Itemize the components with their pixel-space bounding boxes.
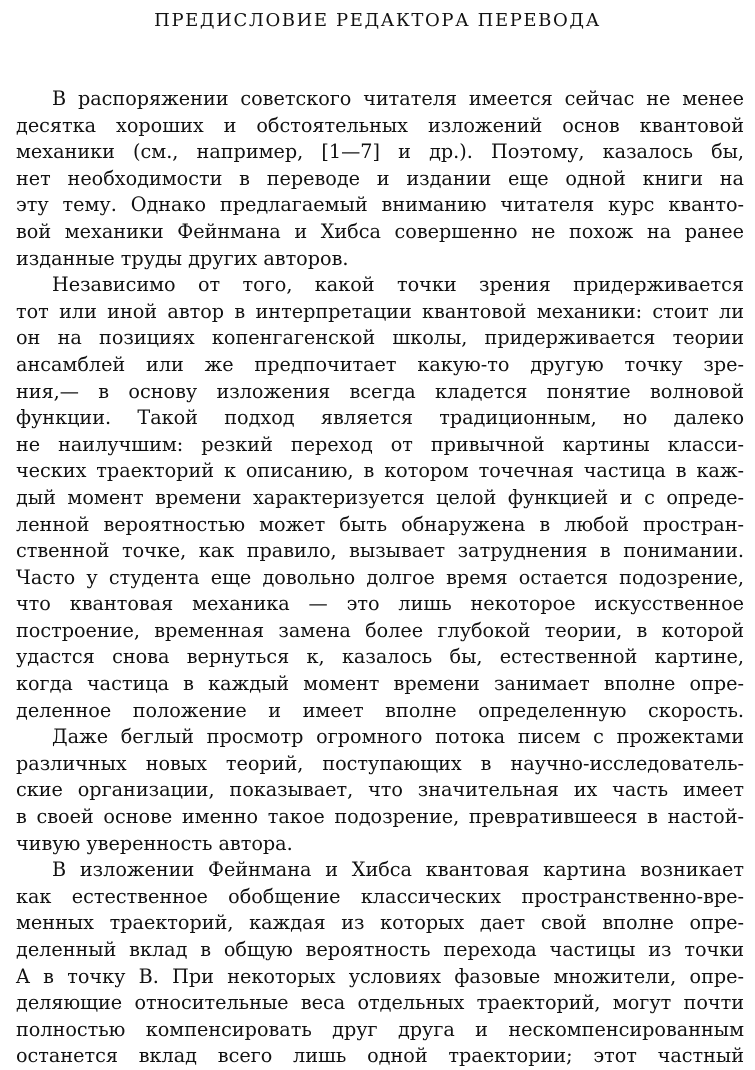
- text-line: функции. Такой подход является традиционным, но далеко: [16, 406, 744, 430]
- text-line: Даже беглый просмотр огромного потока писем с прожектами: [52, 725, 744, 749]
- text-line: ственной точке, как правило, вызывает затруднения в понимании.: [16, 539, 744, 563]
- text-line: останется вклад всего лишь одной траектории; этот частный: [16, 1044, 744, 1068]
- text-line: ния,— в основу изложения всегда кладется понятие волновой: [16, 379, 744, 403]
- text-line: построение, временная замена более глубокой теории, в которой: [16, 618, 744, 642]
- text-line: удастся снова вернуться к, казалось бы, естественной картине,: [16, 645, 744, 669]
- text-line: в своей основе именно такое подозрение, превратившееся в настой-: [16, 805, 744, 829]
- text-line: дый момент времени характеризуется целой функцией и с опреде-: [16, 485, 744, 509]
- text-line: нет необходимости в переводе и издании еще одной книги на: [16, 166, 744, 190]
- text-line: эту тему. Однако предлагаемый вниманию читателя курс кванто-: [16, 193, 744, 217]
- text-line: деляющие относительные веса отдельных траекторий, могут почти: [16, 991, 744, 1015]
- text-line: вой механики Фейнмана и Хибса совершенно не похож на ранее: [16, 219, 744, 243]
- text-line: десятка хороших и обстоятельных изложений основ квантовой: [16, 113, 744, 137]
- text-line: когда частица в каждый момент времени занимает вполне опре-: [16, 672, 744, 696]
- text-line: деленный вклад в общую вероятность перехода частицы из точки: [16, 938, 744, 961]
- text-line: деленное положение и имеет вполне определенную скорость.: [16, 698, 744, 722]
- text-line: ческих траекторий к описанию, в котором точечная частица в каж-: [16, 459, 744, 483]
- page-title: ПРЕДИСЛОВИЕ РЕДАКТОРА ПЕРЕВОДА: [154, 10, 601, 31]
- text-line: тот или иной автор в интерпретации квантовой механики: стоит ли: [16, 299, 744, 323]
- text-line: В изложении Фейнмана и Хибса квантовая картина возникает: [52, 858, 744, 882]
- text-line: как естественное обобщение классических пространственно-вре-: [16, 884, 744, 908]
- text-line: различных новых теорий, поступающих в научно-исследователь-: [16, 751, 744, 775]
- text-line: ленной вероятностью может быть обнаружена в любой простран-: [16, 512, 744, 536]
- text-line: менных траекторий, каждая из которых дает свой вполне опре-: [16, 911, 744, 935]
- text-line: что квантовая механика — это лишь некоторое искусственное: [16, 592, 744, 616]
- text-line: не наилучшим: резкий переход от привычной картины класси-: [16, 432, 744, 456]
- text-line: ские организации, показывает, что значительная их часть имеет: [16, 778, 744, 802]
- text-line: Часто у студента еще довольно долгое время остается подозрение,: [16, 565, 744, 589]
- text-line: В распоряжении советского читателя имеется сейчас не менее: [52, 87, 744, 110]
- text-line: полностью компенсировать друг друга и нескомпенсированным: [16, 1017, 744, 1041]
- text-line: чивую уверенность автора.: [16, 831, 293, 855]
- text-line: он на позициях копенгагенской школы, придерживается теории: [16, 326, 744, 350]
- text-line: изданные труды других авторов.: [16, 246, 349, 270]
- text-line: A в точку B. При некоторых условиях фазовые множители, опре-: [16, 964, 744, 988]
- body-text: [16, 86, 744, 1070]
- text-line: ансамблей или же предпочитает какую-то другую точку зре-: [16, 352, 744, 376]
- text-line: Независимо от того, какой точки зрения придерживается: [52, 273, 744, 297]
- text-line: механики (см., например, [1—7] и др.). Поэтому, казалось бы,: [16, 140, 744, 164]
